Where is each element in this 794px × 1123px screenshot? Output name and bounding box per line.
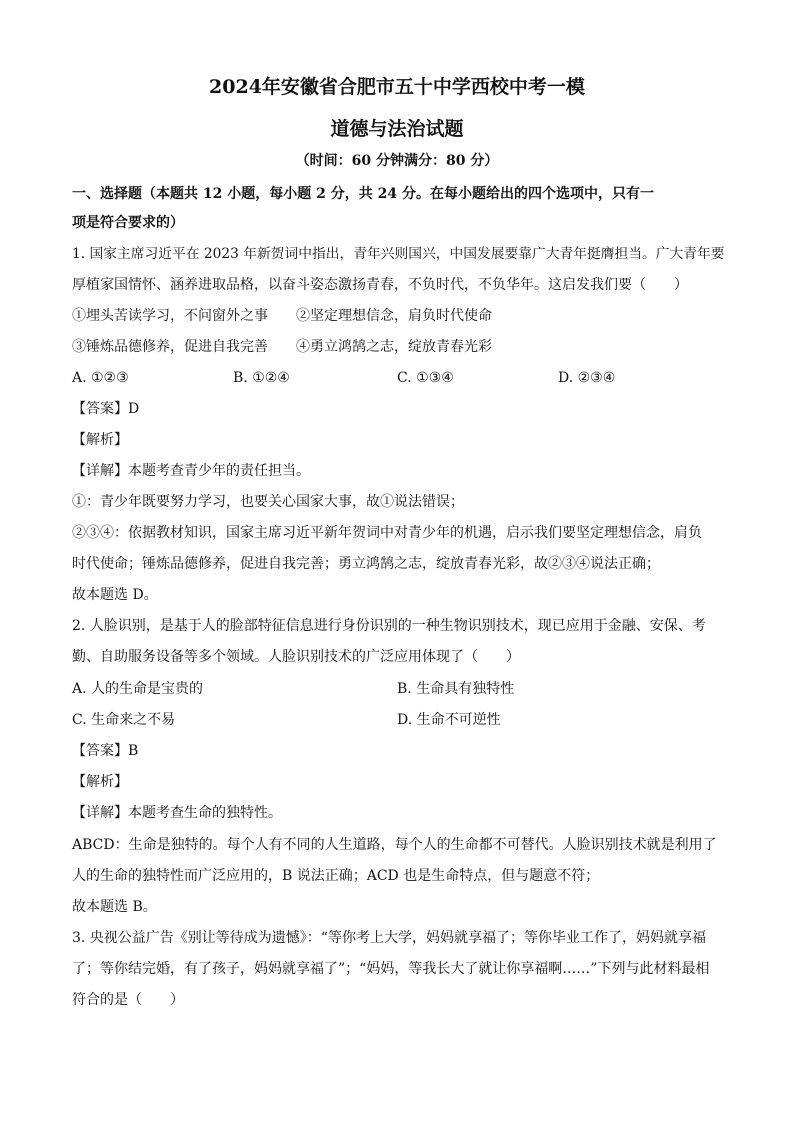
q3-stem-end: 符合的是（ ） xyxy=(72,992,184,1008)
q1-option-c: C. ①③④ xyxy=(397,370,454,386)
q2-stem-cont: 勤、自助服务设备等多个领域。人脸识别技术的广泛应用体现了（ ） xyxy=(72,649,520,665)
q2-analysis-label: 【解析】 xyxy=(72,774,128,790)
q1-analysis-label: 【解析】 xyxy=(72,432,128,448)
q2-detail: 【详解】本题考查生命的独特性。 xyxy=(72,805,282,821)
q2-stem: 2. 人脸识别，是基于人的脸部特征信息进行身份识别的一种生物识别技术，现已应用于金融、安保、考 xyxy=(72,618,706,634)
q2-conclusion: 故本题选 B。 xyxy=(72,899,157,915)
q1-option-b: B. ①②④ xyxy=(233,370,290,386)
q2-option-c: C. 生命来之不易 xyxy=(72,712,176,728)
q1-conclusion: 故本题选 D。 xyxy=(72,587,158,603)
q1-items: ①埋头苦读学习，不问窗外之事 ②坚定理想信念，肩负时代使命 xyxy=(72,308,492,324)
q1-items-cont: ③锤炼品德修养，促进自我完善 ④勇立鸿鹄之志，绽放青春光彩 xyxy=(72,339,492,355)
q2-option-b: B. 生命具有独特性 xyxy=(397,681,515,697)
q1-option-d: D. ②③④ xyxy=(558,370,616,386)
q2-option-d: D. 生命不可逆性 xyxy=(397,712,501,728)
q2-option-a: A. 人的生命是宝贵的 xyxy=(72,681,204,697)
q1-answer: 【答案】D xyxy=(72,401,140,417)
exam-meta: （时间：60 分钟满分：80 分） xyxy=(295,153,499,169)
q3-stem: 3. 央视公益广告《别让等待成为遗憾》：“等你考上大学，妈妈就享福了；等你毕业工作了，妈妈就享福 xyxy=(72,930,706,946)
q1-explanation-2: ②③④：依据教材知识，国家主席习近平新年贺词中对青少年的机遇，启示我们要坚定理想信念，肩负 xyxy=(72,525,702,541)
exam-subject: 道德与法治试题 xyxy=(330,118,464,140)
section-heading: 一、选择题（本题共 12 小题，每小题 2 分，共 24 分。在每小题给出的四个选项中，只有一 xyxy=(72,186,654,202)
q1-stem: 1. 国家主席习近平在 2023 年新贺词中指出，青年兴则国兴，中国发展要靠广大青年挺膺担当。广大青年要 xyxy=(72,246,725,262)
q1-explanation-2-cont: 时代使命；锤炼品德修养，促进自我完善；勇立鸿鹄之志，绽放青春光彩，故②③④说法正确； xyxy=(72,556,660,572)
section-heading-cont: 项是符合要求的） xyxy=(72,215,184,231)
q2-explanation: ABCD：生命是独特的。每个人有不同的人生道路，每个人的生命都不可替代。人脸识别技术就是利用了 xyxy=(72,837,717,853)
q1-explanation-1: ①：青少年既要努力学习，也要关心国家大事，故①说法错误； xyxy=(72,494,464,510)
q1-detail: 【详解】本题考查青少年的责任担当。 xyxy=(72,463,310,479)
exam-title: 2024年安徽省合肥市五十中学西校中考一模 xyxy=(209,76,585,98)
q2-answer: 【答案】B xyxy=(72,743,139,759)
q2-explanation-cont: 人的生命的独特性而广泛应用的，B 说法正确；ACD 也是生命特点，但与题意不符； xyxy=(72,868,600,884)
q1-stem-cont: 厚植家国情怀、涵养进取品格，以奋斗姿态激扬青春，不负时代，不负华年。这启发我们要（ ） xyxy=(72,277,688,293)
q3-stem-cont: 了；等你结完婚，有了孩子，妈妈就享福了”；“妈妈，等我长大了就让你享福啊……”下列与此材料最相 xyxy=(72,961,710,977)
q1-option-a: A. ①②③ xyxy=(72,370,129,386)
